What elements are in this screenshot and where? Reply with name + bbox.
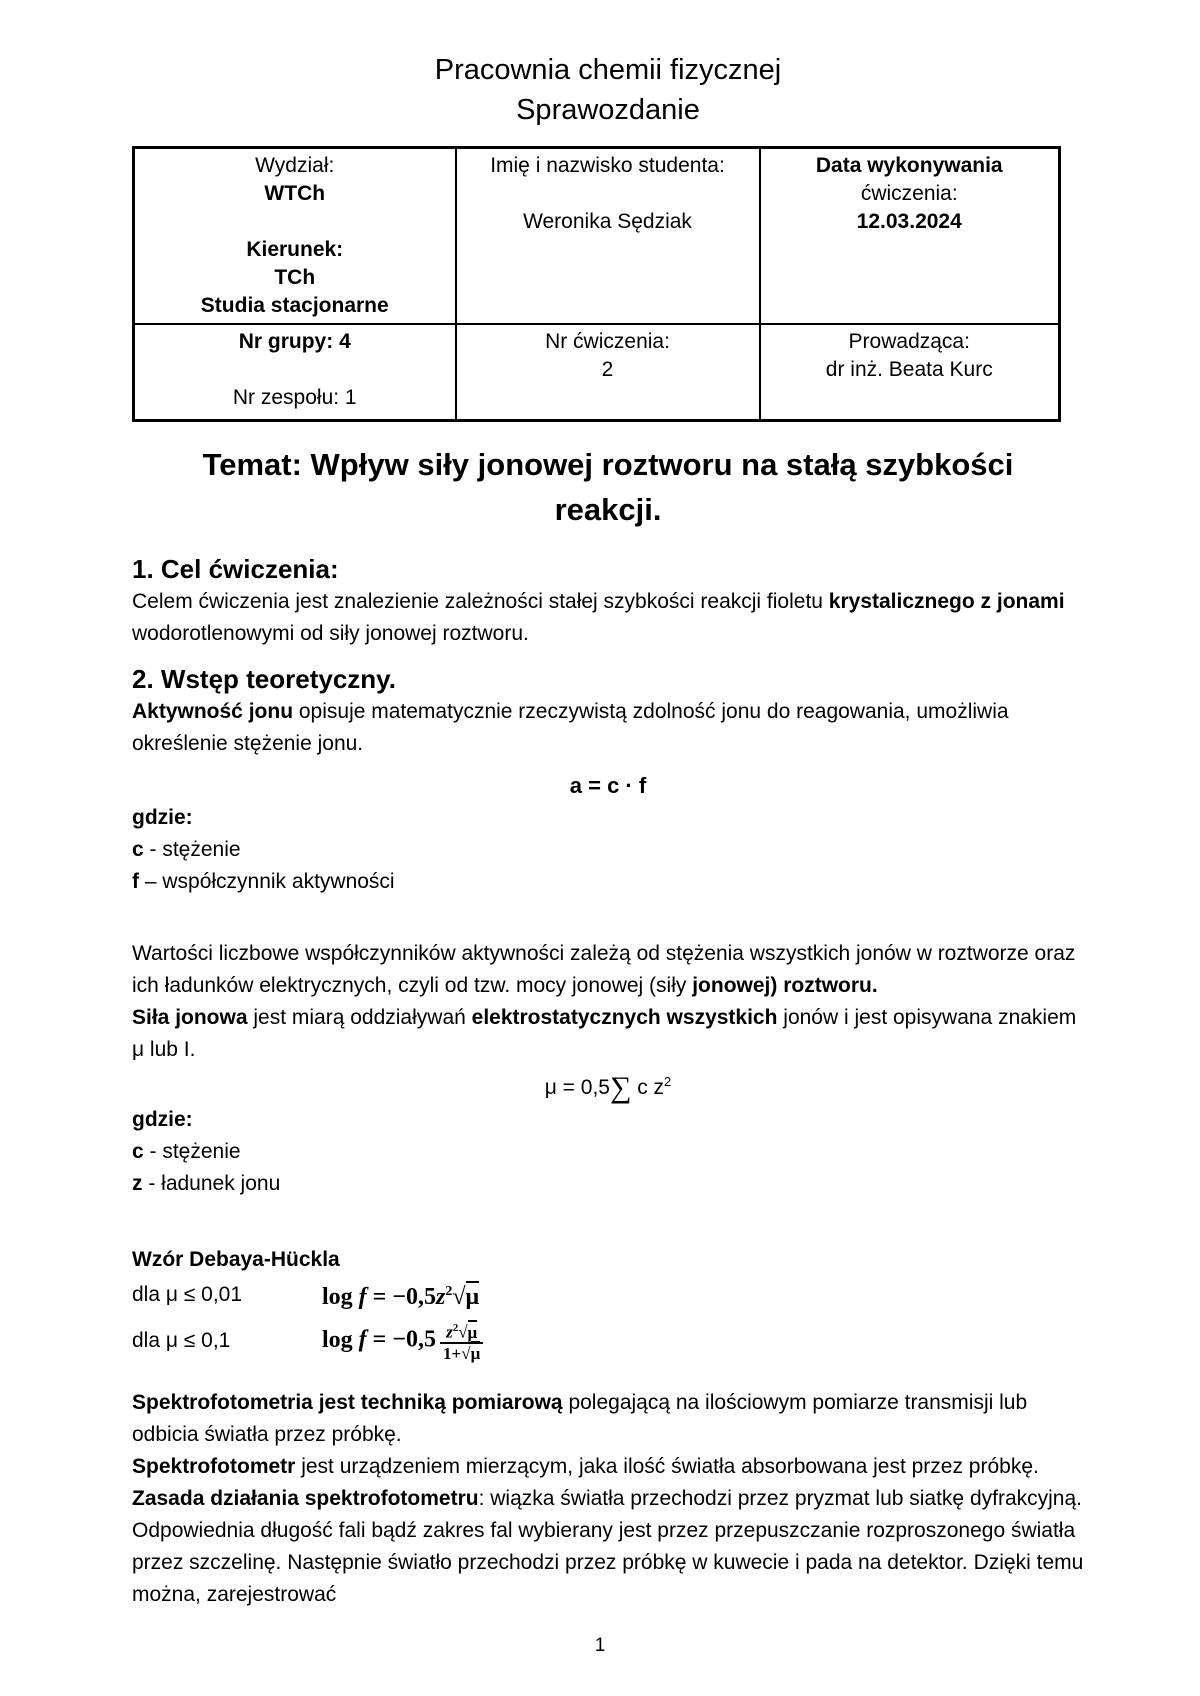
log-operator: log: [322, 1284, 353, 1310]
spectrophotometer-paragraph: Spektrofotometr jest urządzeniem mierzącym, jaka ilość światła absorbowana jest przez próbkę.: [132, 1455, 1039, 1478]
mu-formula-suffix: c z: [631, 1076, 665, 1099]
date-value: 12.03.2024: [856, 210, 962, 233]
cell-student: [456, 148, 760, 325]
variable-z: z: [446, 1322, 453, 1342]
blank-line: [141, 356, 449, 384]
debye-case2-condition: dla μ ≤ 0,1: [132, 1329, 231, 1352]
where-label: gdzie:: [132, 806, 193, 829]
debye-case2-row: [132, 1313, 1084, 1369]
where-block-2: [132, 1104, 1084, 1200]
formula-activity: a = c · f: [569, 773, 647, 798]
radical-sign: √: [458, 1322, 468, 1342]
exponent-2: 2: [452, 1322, 459, 1335]
instructor-name: dr inż. Beata Kurc: [825, 358, 993, 381]
definition-z: z - ładunek jonu: [132, 1172, 281, 1195]
section2-heading: 2. Wstęp teoretyczny.: [132, 664, 396, 694]
debye-case2-formula: [322, 1319, 483, 1363]
blank-line: [141, 208, 449, 236]
equals-coefficient: = −0,5: [366, 1284, 437, 1310]
exercise-label: Nr ćwiczenia:: [545, 330, 670, 353]
major-value: TCh: [274, 266, 316, 289]
definition-c: c - stężenie: [132, 1140, 241, 1163]
variable-f: f: [358, 1326, 367, 1353]
faculty-value: WTCh: [264, 182, 326, 205]
radicand-mu: μ: [466, 1281, 480, 1310]
student-name: Weronika Sędziak: [523, 210, 692, 233]
faculty-label: Wydział:: [255, 154, 335, 177]
definition-f: f – współczynnik aktywności: [132, 870, 395, 893]
date-label-line2: ćwiczenia:: [860, 182, 958, 205]
major-label: Kierunek:: [246, 238, 344, 261]
where-label: gdzie:: [132, 1108, 193, 1131]
definition-c: c - stężenie: [132, 838, 241, 861]
instructor-label: Prowadząca:: [848, 330, 970, 353]
ionic-strength-paragraph: Siła jonowa jest miarą oddziaływań elektrostatycznych wszystkich jonów i jest opisywana znakiem μ lub I.: [132, 1006, 1077, 1061]
exponent-2: 2: [445, 1284, 453, 1299]
group-number: Nr grupy: 4: [238, 330, 351, 353]
table-row: [134, 148, 1060, 325]
blank-line: [463, 180, 753, 208]
where-block-1: [132, 802, 1084, 898]
variable-f: f: [358, 1284, 367, 1310]
fraction-denominator: [440, 1342, 483, 1363]
student-label: Imię i nazwisko studenta:: [490, 154, 725, 177]
document-title-line1: Pracownia chemii fizycznej: [434, 54, 782, 86]
debye-case1-row: [132, 1276, 1084, 1313]
variable-z: z: [436, 1284, 446, 1310]
study-mode: Studia stacjonarne: [200, 294, 389, 317]
equals-coefficient: = −0,5: [366, 1326, 437, 1353]
ionic-paragraph: Wartości liczbowe współczynników aktywności zależą od stężenia wszystkich jonów w roztworze oraz ich ładunków elektrycznych, czyli od tzw. mocy jonowej (siły jonowej) roztworu.: [132, 942, 1076, 997]
radical-sign: √: [452, 1284, 466, 1310]
mu-formula-exponent: 2: [664, 1074, 672, 1089]
section1-heading: 1. Cel ćwiczenia:: [132, 554, 339, 584]
team-number: Nr zespołu: 1: [232, 386, 357, 409]
fraction-numerator: [440, 1319, 483, 1342]
header-info-table: [132, 146, 1061, 422]
cell-instructor: [760, 324, 1060, 421]
exercise-number: 2: [601, 358, 614, 381]
cell-date: [760, 148, 1060, 325]
mu-formula-prefix: μ = 0,5: [544, 1076, 610, 1099]
document-title: [132, 50, 1084, 130]
topic-heading-line2: reakcji.: [554, 492, 662, 527]
debye-case1-condition: dla μ ≤ 0,01: [132, 1282, 243, 1306]
topic-heading: [132, 442, 1084, 532]
cell-exercise: [456, 324, 760, 421]
radicand-mu: μ: [471, 1341, 481, 1363]
spectrophotometry-paragraph: Spektrofotometria jest techniką pomiarową polegającą na ilościowym pomiarze transmisji lub odbicia światła przez próbkę.: [132, 1391, 1028, 1446]
table-row: [134, 324, 1060, 421]
cell-faculty: [134, 148, 456, 325]
formula-ionic-strength: [132, 1066, 1084, 1104]
fraction: [440, 1319, 483, 1363]
log-operator: log: [322, 1326, 353, 1353]
debye-heading: Wzór Debaya-Hückla: [132, 1248, 340, 1271]
debye-case1-formula: [322, 1276, 479, 1313]
date-label-line1: Data wykonywania: [815, 154, 1003, 177]
denominator-text: 1+: [443, 1343, 462, 1363]
topic-heading-line1: Temat: Wpływ siły jonowej roztworu na stałą szybkości: [202, 447, 1014, 482]
section1-paragraph: Celem ćwiczenia jest znalezienie zależności stałej szybkości reakcji fioletu krystalicznego z jonami wodorotlenowymi od siły jonowej roztworu.: [132, 590, 1065, 645]
sum-symbol: ∑: [609, 1071, 632, 1104]
page-number: 1: [594, 1635, 606, 1656]
radicand-mu: μ: [468, 1320, 478, 1342]
operating-principle-paragraph: Zasada działania spektrofotometru: wiązka światła przechodzi przez pryzmat lub siatkę dyfrakcyjną. Odpowiednia długość fali bądź zakres fal wybierany jest przez przepuszczanie rozproszonego światła przez szczelinę. Następnie światło przechodzi przez próbkę w kuwecie i pada na detektor. Dzięki temu można, zarejestrować: [132, 1487, 1084, 1606]
document-title-line2: Sprawozdanie: [516, 94, 700, 126]
radical-sign: √: [461, 1343, 471, 1363]
cell-group: [134, 324, 456, 421]
activity-paragraph: Aktywność jonu opisuje matematycznie rzeczywistą zdolność jonu do reagowania, umożliwia określenie stężenie jonu.: [132, 700, 1009, 755]
